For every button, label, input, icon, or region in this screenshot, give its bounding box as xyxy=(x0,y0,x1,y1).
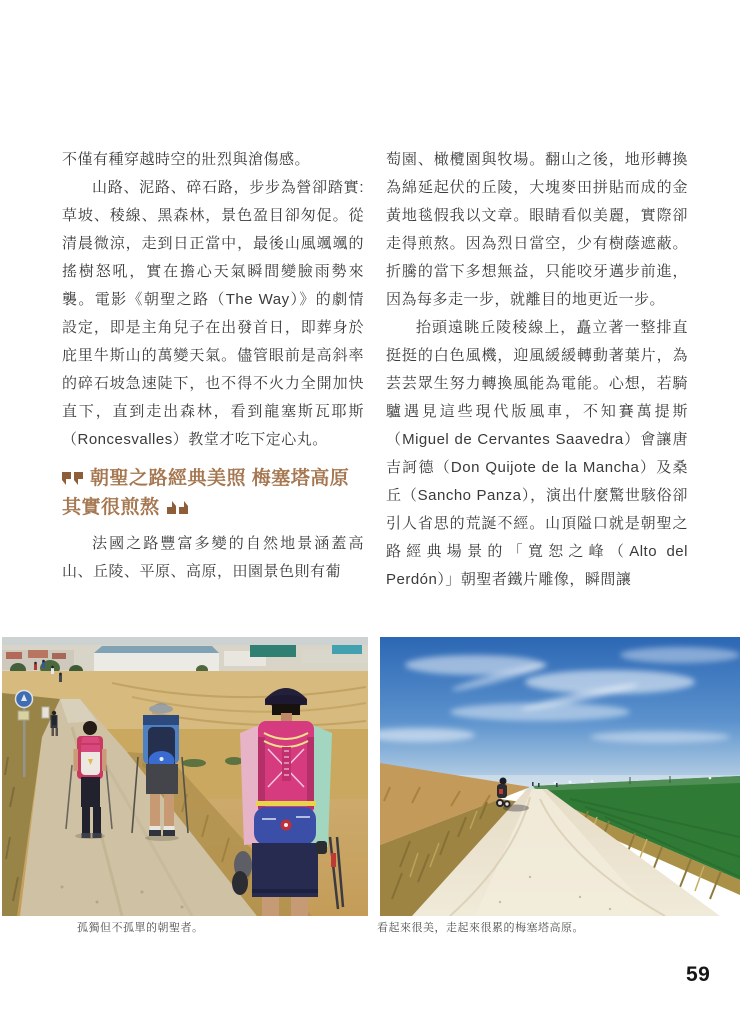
pilgrims-photo xyxy=(2,637,368,916)
left-column xyxy=(62,146,364,594)
section-heading xyxy=(62,464,364,522)
meseta-photo xyxy=(380,637,740,916)
pilgrims-photo-art xyxy=(2,637,368,916)
paragraph: 不僅有種穿越時空的壯烈與滄傷感。 xyxy=(62,151,311,168)
right-column xyxy=(386,146,688,594)
article-columns xyxy=(62,146,688,594)
opening-quote-icon xyxy=(62,472,84,485)
photo-caption-left: 孤獨但不孤單的朝聖者。 xyxy=(77,922,204,934)
closing-quote-icon xyxy=(166,501,188,514)
paragraph: 山路、泥路、碎石路，步步為營卻踏實:草坡、稜線、黑森林，景色盈目卻匆促。從清晨微涼，走到日正當中，最後山風颯颯的搖樹怒吼，實在擔心天氣瞬間變臉雨勢來襲。電影《朝聖之路（The Way）》的劇情設定，即是主角兒子在出發首日，即葬身於庇里牛斯山的萬變天氣。儘管眼前是高斜率的碎石坡急速陡下，也不得不火力全開加快直下，直到走出森林，看到龍塞斯瓦耶斯（Roncesvalles）教堂才吃下定心丸。 xyxy=(62,179,364,448)
meseta-photo-art xyxy=(380,637,740,916)
photo-caption-right: 看起來很美，走起來很累的梅塞塔高原。 xyxy=(377,922,584,934)
page-number: 59 xyxy=(686,963,711,986)
section-heading-text: 朝聖之路經典美照 梅塞塔高原其實很煎熬 xyxy=(62,468,350,518)
paragraph: 抬頭遠眺丘陵稜線上，矗立著一整排直挺挺的白色風機，迎風緩緩轉動著葉片，為芸芸眾生努力轉換風能為電能。心想，若騎驢遇見這些現代版風車，不知賽萬提斯（Miguel de Cervantes Saavedra）會讓唐吉訶德（Don Quijote de la Mancha）及桑丘（Sancho Panza），演出什麼驚世駭俗卻引人省思的荒誕不經。山頂隘口就是朝聖之路經典場景的「寬恕之峰（Alto del Perdón）」朝聖者鐵片雕像，瞬間讓 xyxy=(386,319,688,588)
paragraph: 萄園、橄欖園與牧場。翻山之後，地形轉換為綿延起伏的丘陵，大塊麥田拼貼而成的金黃地毯假我以文章。眼睛看似美麗，實際卻走得煎熬。因為烈日當空，少有樹蔭遮蔽。折騰的當下多想無益，只能咬牙邁步前進，因為每多走一步，就離目的地更近一步。 xyxy=(386,151,688,308)
paragraph: 法國之路豐富多變的自然地景涵蓋高山、丘陵、平原、高原，田園景色則有葡 xyxy=(62,535,364,580)
